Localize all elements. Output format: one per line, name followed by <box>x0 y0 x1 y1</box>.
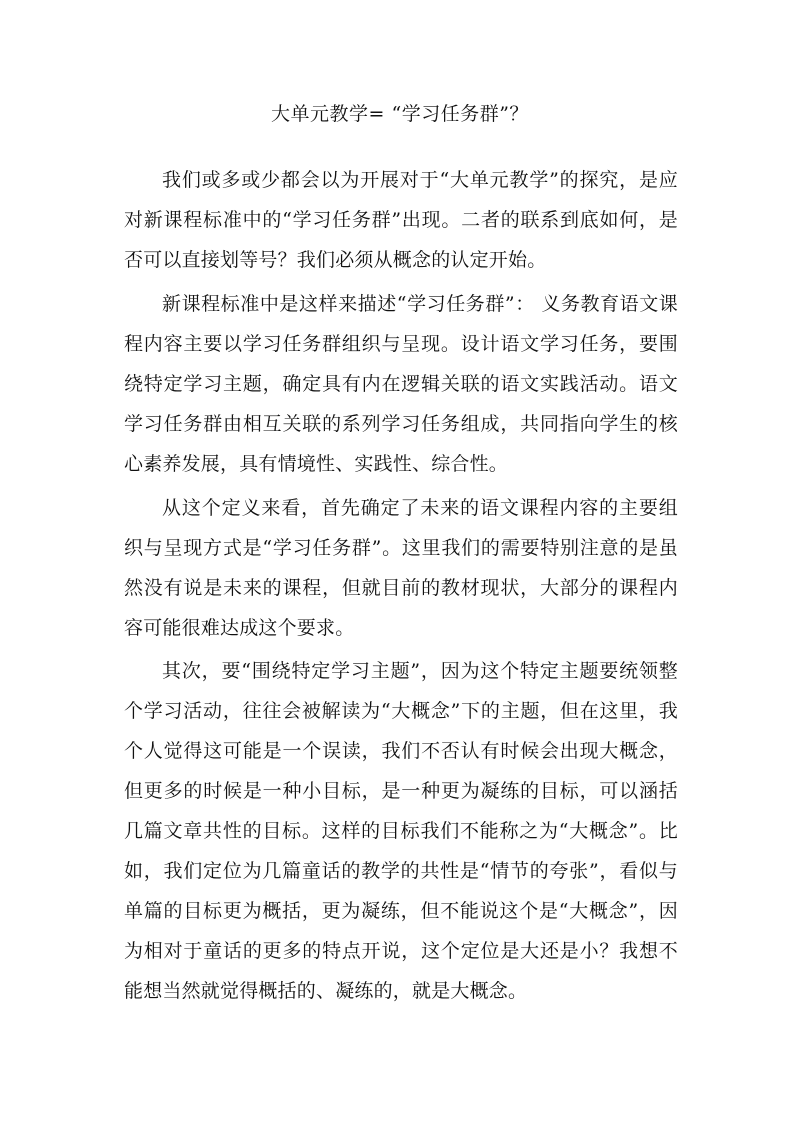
paragraph-analysis-second: 其次，要“围绕特定学习主题”，因为这个特定主题要统领整个学习活动，往往会被解读为“大概念”下的主题，但在这里，我个人觉得这可能是一个误读，我们不否认有时候会出现大概念，但更多的时候是一种小目标，是一种更为凝练的目标，可以涵括几篇文章共性的目标。这样的目标我们不能称之为“大概念”。比如，我们定位为几篇童话的教学的共性是“情节的夸张”，看似与单篇的目标更为概括，更为凝练，但不能说这个是“大概念”，因为相对于童话的更多的特点开说，这个定位是大还是小？我想不能想当然就觉得概括的、凝练的，就是大概念。 <box>124 660 678 1002</box>
paragraph-analysis-first: 从这个定义来看，首先确定了未来的语文课程内容的主要组织与呈现方式是“学习任务群”。这里我们的需要特别注意的是虽然没有说是未来的课程，但就目前的教材现状，大部分的课程内容可能很难达成这个要求。 <box>124 497 678 639</box>
paragraph-intro: 我们或多或少都会以为开展对于“大单元教学”的探究，是应对新课程标准中的“学习任务群”出现。二者的联系到底如何，是否可以直接划等号？我们必须从概念的认定开始。 <box>124 169 678 271</box>
document-title: 大单元教学= “学习任务群”？ <box>271 103 529 125</box>
paragraph-definition: 新课程标准中是这样来描述“学习任务群”： 义务教育语文课程内容主要以学习任务群组织与呈现。设计语文学习任务，要围绕特定学习主题，确定具有内在逻辑关联的语文实践活动。语文学习任务群由相互关联的系列学习任务组成，共同指向学生的核心素养发展，具有情境性、实践性、综合性。 <box>124 293 678 475</box>
